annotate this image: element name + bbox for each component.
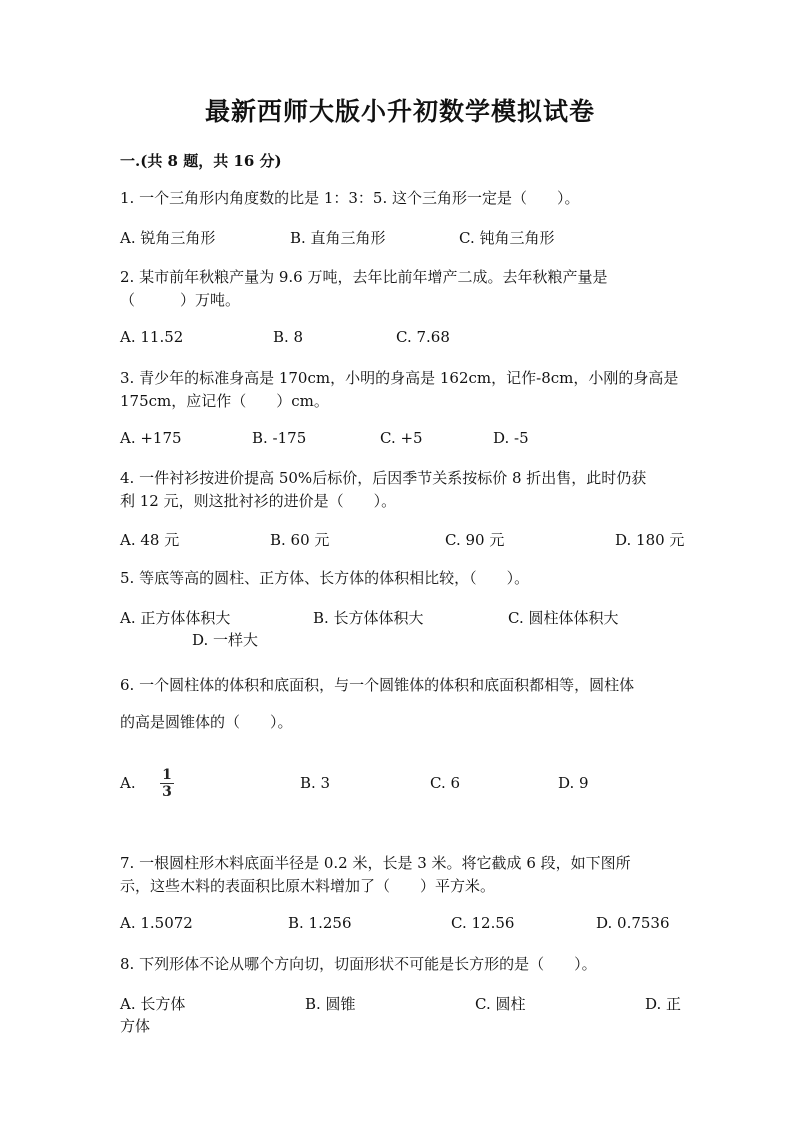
question-text: 1. 一个三角形内角度数的比是 1：3：5. 这个三角形一定是（ ）。 [120, 189, 580, 207]
option-b: B. 3 [300, 774, 331, 792]
option-c: C. 12.56 [451, 914, 515, 932]
option-a: A. 1.5072 [120, 914, 193, 932]
option-c: C. 圆柱体体积大 [508, 609, 619, 627]
question-text: 4. 一件衬衫按进价提高 50%后标价，后因季节关系按标价 8 折出售，此时仍获 [120, 469, 647, 487]
option-a: A. +175 [120, 429, 182, 447]
fraction-one-third [160, 768, 174, 799]
option-a: A. 长方体 [120, 995, 186, 1013]
question-text: 利 12 元，则这批衬衫的进价是（ ）。 [120, 492, 397, 510]
option-c: C. 90 元 [445, 531, 505, 549]
question-6 [120, 667, 634, 741]
option-a: A. 48 元 [120, 531, 180, 549]
option-b: B. 1.256 [288, 914, 352, 932]
option-d: D. 0.7536 [596, 914, 670, 932]
option-a: A. 正方体体积大 [120, 609, 231, 627]
option-d: D. -5 [493, 429, 529, 447]
section-heading: 一.(共 8 题，共 16 分) [120, 152, 282, 170]
question-text: 2. 某市前年秋粮产量为 9.6 万吨，去年比前年增产二成。去年秋粮产量是 [120, 268, 608, 286]
question-text: 的高是圆锥体的（ ）。 [120, 713, 293, 731]
option-c: C. 7.68 [396, 328, 450, 346]
option-b: B. 圆锥 [305, 995, 356, 1013]
question-text: 175cm，应记作（ ）cm。 [120, 392, 329, 410]
option-c: C. 钝角三角形 [459, 229, 555, 247]
question-7 [120, 852, 631, 898]
option-d: D. 180 元 [615, 531, 685, 549]
option-d-continued: 方体 [120, 1017, 151, 1035]
question-text: 6. 一个圆柱体的体积和底面积，与一个圆锥体的体积和底面积都相等，圆柱体 [120, 676, 635, 694]
option-b: B. 直角三角形 [290, 229, 386, 247]
question-4 [120, 467, 646, 513]
question-1 [120, 187, 580, 210]
option-b: B. 60 元 [270, 531, 330, 549]
option-c: C. 6 [430, 774, 461, 792]
option-d: D. 一样大 [192, 631, 259, 649]
option-d: D. 9 [558, 774, 589, 792]
question-text: 8. 下列形体不论从哪个方向切，切面形状不可能是长方形的是（ ）。 [120, 955, 597, 973]
question-text: 3. 青少年的标准身高是 170cm，小明的身高是 162cm，记作-8cm，小刚的身高是 [120, 369, 679, 387]
question-5 [120, 567, 529, 590]
question-2 [120, 266, 607, 312]
option-a: A. [120, 774, 136, 792]
fraction-numerator: 1 [162, 767, 172, 783]
option-b: B. 长方体体积大 [313, 609, 424, 627]
question-text: （ ）万吨。 [120, 291, 241, 309]
option-b: B. 8 [273, 328, 304, 346]
question-text: 5. 等底等高的圆柱、正方体、长方体的体积相比较，（ ）。 [120, 569, 530, 587]
option-c: C. 圆柱 [475, 995, 526, 1013]
option-c: C. +5 [380, 429, 423, 447]
option-a: A. 锐角三角形 [120, 229, 216, 247]
question-3 [120, 367, 678, 413]
question-text: 7. 一根圆柱形木料底面半径是 0.2 米，长是 3 米。将它截成 6 段，如下图所 [120, 854, 631, 872]
option-d: D. 正 [645, 995, 682, 1013]
fraction-denominator: 3 [162, 784, 172, 800]
question-8 [120, 953, 597, 976]
page-title: 最新西师大版小升初数学模拟试卷 [204, 97, 595, 126]
option-a: A. 11.52 [120, 328, 184, 346]
option-b: B. -175 [252, 429, 307, 447]
question-text: 示，这些木料的表面积比原木料增加了（ ）平方米。 [120, 877, 496, 895]
